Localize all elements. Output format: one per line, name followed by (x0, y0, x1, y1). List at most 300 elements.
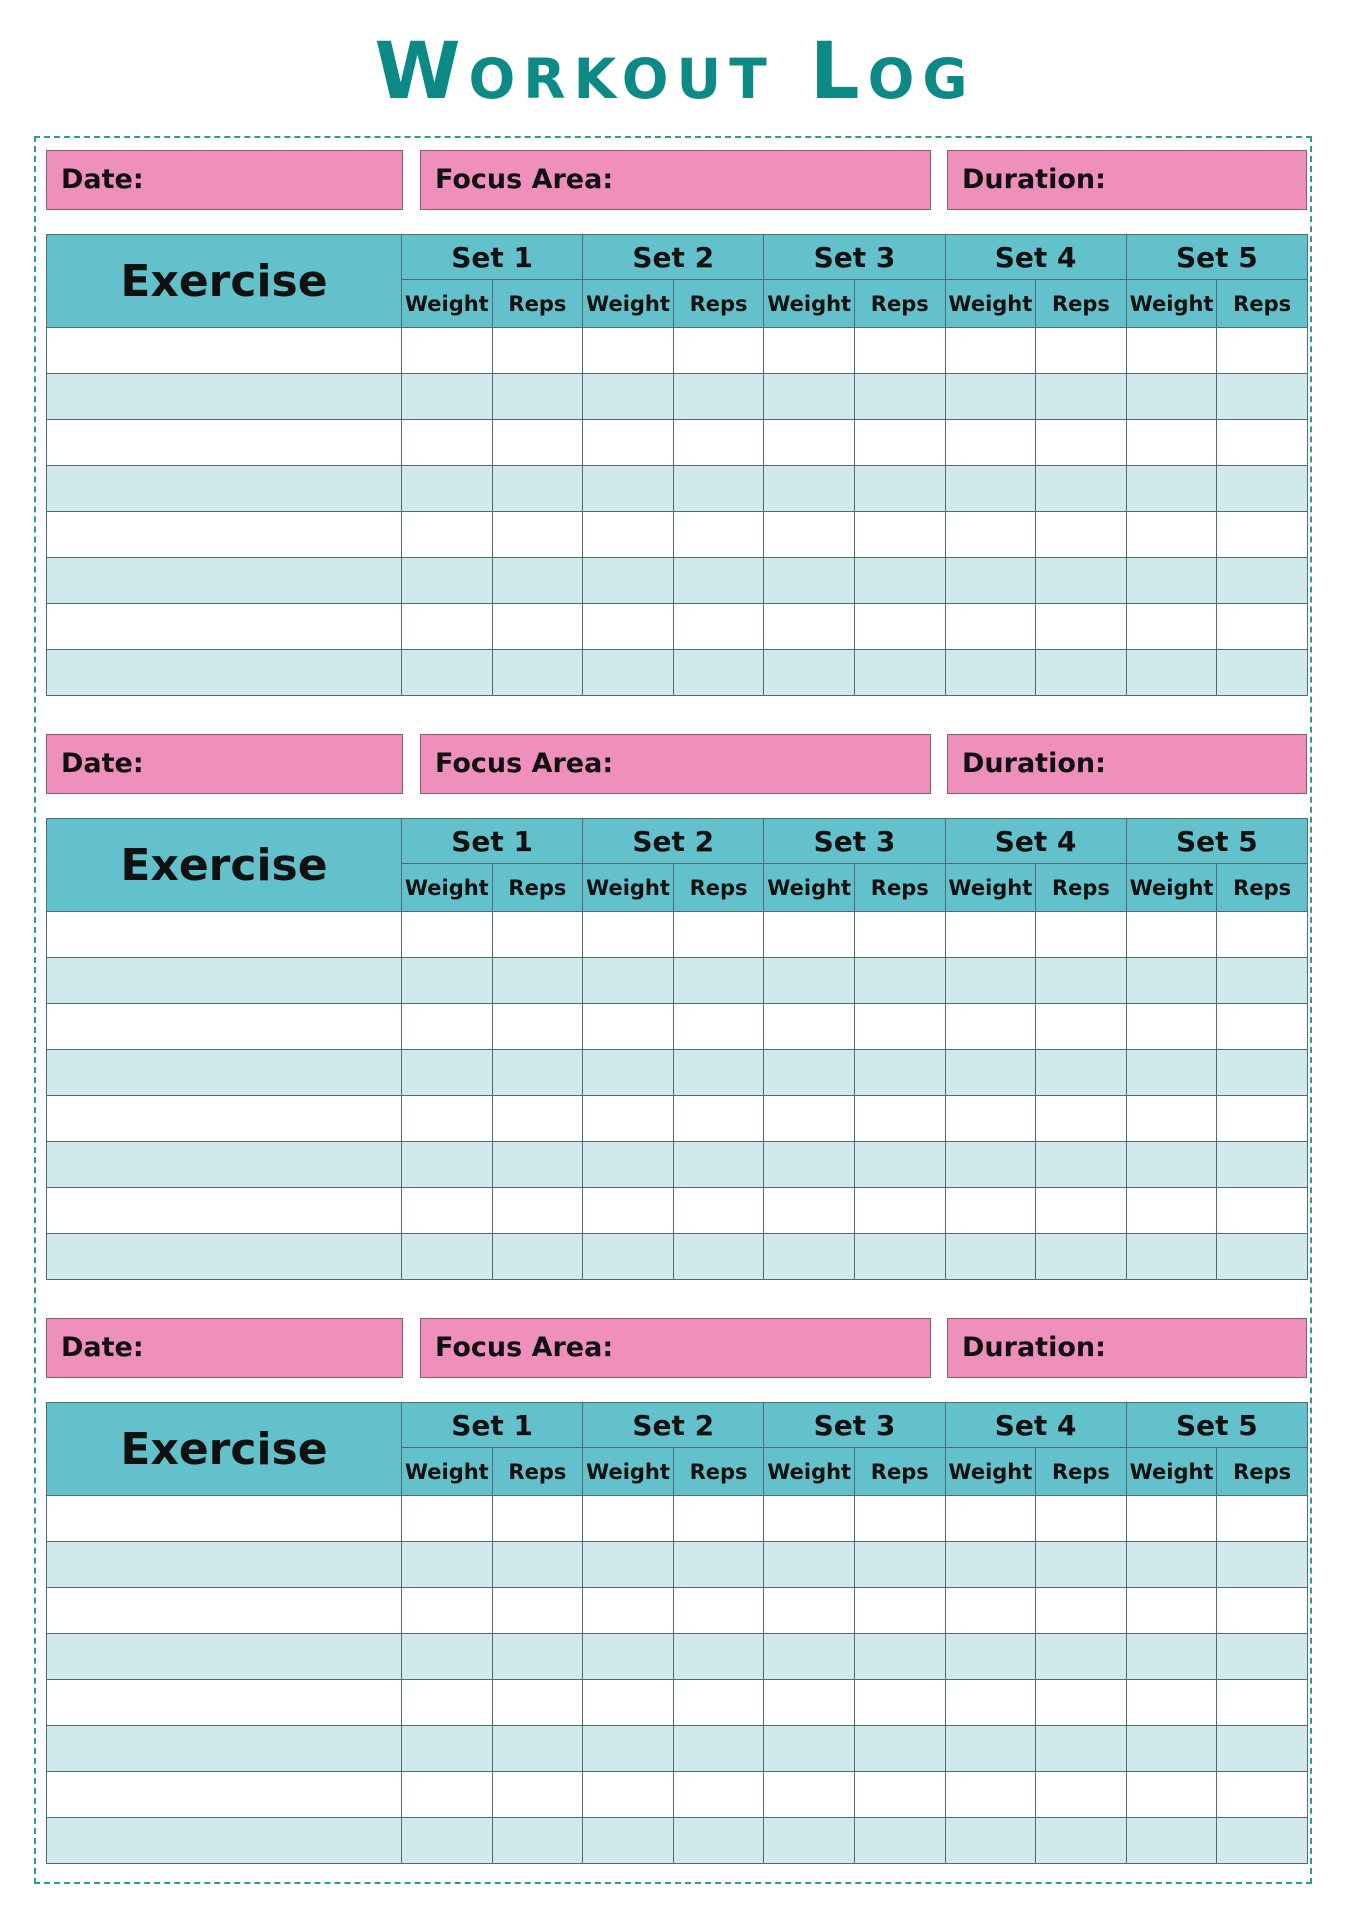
reps-cell[interactable] (854, 1680, 945, 1726)
date-field[interactable]: Date: (46, 1318, 403, 1378)
weight-cell[interactable] (402, 1188, 493, 1234)
weight-header: Weight (1126, 1448, 1217, 1496)
reps-cell[interactable] (1036, 466, 1127, 512)
weight-cell[interactable] (764, 512, 855, 558)
weight-cell[interactable] (583, 1496, 674, 1542)
weight-cell[interactable] (402, 1634, 493, 1680)
reps-cell[interactable] (1036, 1588, 1127, 1634)
reps-cell[interactable] (854, 1496, 945, 1542)
reps-cell[interactable] (1036, 1096, 1127, 1142)
focus-area-field[interactable]: Focus Area: (420, 734, 931, 794)
table-row (47, 1188, 1308, 1234)
reps-cell[interactable] (854, 1234, 945, 1280)
reps-cell[interactable] (1217, 1188, 1308, 1234)
weight-cell[interactable] (402, 1096, 493, 1142)
reps-cell[interactable] (673, 1188, 764, 1234)
reps-cell[interactable] (492, 374, 583, 420)
weight-cell[interactable] (764, 328, 855, 374)
reps-cell[interactable] (673, 958, 764, 1004)
weight-cell[interactable] (764, 1772, 855, 1818)
weight-cell[interactable] (402, 1496, 493, 1542)
reps-cell[interactable] (492, 1188, 583, 1234)
reps-cell[interactable] (1036, 1772, 1127, 1818)
weight-cell[interactable] (583, 1542, 674, 1588)
reps-cell[interactable] (1217, 1050, 1308, 1096)
table-row (47, 1726, 1308, 1772)
exercise-cell[interactable] (47, 1542, 402, 1588)
reps-cell[interactable] (854, 1726, 945, 1772)
set-header: Set 2 (583, 819, 764, 864)
reps-cell[interactable] (854, 958, 945, 1004)
weight-cell[interactable] (1126, 604, 1217, 650)
weight-cell[interactable] (764, 604, 855, 650)
reps-cell[interactable] (673, 374, 764, 420)
weight-cell[interactable] (1126, 1096, 1217, 1142)
weight-cell[interactable] (402, 1772, 493, 1818)
weight-cell[interactable] (402, 1542, 493, 1588)
weight-cell[interactable] (764, 1588, 855, 1634)
reps-cell[interactable] (673, 420, 764, 466)
reps-cell[interactable] (492, 1726, 583, 1772)
reps-cell[interactable] (1036, 912, 1127, 958)
table-row (47, 374, 1308, 420)
weight-cell[interactable] (764, 650, 855, 696)
reps-cell[interactable] (854, 1004, 945, 1050)
weight-cell[interactable] (945, 1634, 1036, 1680)
weight-cell[interactable] (1126, 1542, 1217, 1588)
reps-cell[interactable] (492, 1772, 583, 1818)
weight-cell[interactable] (945, 1188, 1036, 1234)
reps-cell[interactable] (1217, 1542, 1308, 1588)
reps-cell[interactable] (854, 1772, 945, 1818)
weight-cell[interactable] (945, 1680, 1036, 1726)
exercise-table (46, 818, 1308, 1280)
weight-cell[interactable] (583, 1004, 674, 1050)
reps-cell[interactable] (673, 604, 764, 650)
reps-cell[interactable] (492, 1142, 583, 1188)
table-row (47, 512, 1308, 558)
reps-cell[interactable] (1036, 420, 1127, 466)
reps-cell[interactable] (1036, 1496, 1127, 1542)
weight-cell[interactable] (945, 1142, 1036, 1188)
weight-cell[interactable] (1126, 1050, 1217, 1096)
reps-cell[interactable] (492, 1234, 583, 1280)
weight-cell[interactable] (764, 420, 855, 466)
reps-cell[interactable] (673, 1096, 764, 1142)
table-row (47, 1634, 1308, 1680)
weight-cell[interactable] (764, 1050, 855, 1096)
weight-cell[interactable] (583, 912, 674, 958)
reps-cell[interactable] (673, 466, 764, 512)
reps-cell[interactable] (673, 1772, 764, 1818)
reps-cell[interactable] (1217, 1096, 1308, 1142)
reps-cell[interactable] (1217, 1634, 1308, 1680)
date-field[interactable]: Date: (46, 150, 403, 210)
weight-cell[interactable] (764, 1680, 855, 1726)
reps-cell[interactable] (1036, 958, 1127, 1004)
weight-cell[interactable] (764, 1004, 855, 1050)
reps-cell[interactable] (1217, 466, 1308, 512)
weight-cell[interactable] (583, 1234, 674, 1280)
exercise-cell[interactable] (47, 374, 402, 420)
reps-cell[interactable] (1036, 1050, 1127, 1096)
weight-cell[interactable] (764, 558, 855, 604)
exercise-cell[interactable] (47, 1234, 402, 1280)
weight-cell[interactable] (764, 1542, 855, 1588)
weight-cell[interactable] (945, 650, 1036, 696)
set-header: Set 2 (583, 1403, 764, 1448)
weight-cell[interactable] (945, 912, 1036, 958)
reps-cell[interactable] (854, 374, 945, 420)
reps-cell[interactable] (854, 1188, 945, 1234)
reps-cell[interactable] (1217, 1004, 1308, 1050)
reps-cell[interactable] (1036, 1004, 1127, 1050)
weight-cell[interactable] (945, 1234, 1036, 1280)
exercise-cell[interactable] (47, 466, 402, 512)
reps-cell[interactable] (1036, 1234, 1127, 1280)
weight-cell[interactable] (583, 604, 674, 650)
set-header: Set 4 (945, 235, 1126, 280)
weight-cell[interactable] (945, 374, 1036, 420)
weight-cell[interactable] (764, 958, 855, 1004)
weight-cell[interactable] (945, 1772, 1036, 1818)
table-row (47, 1234, 1308, 1280)
reps-cell[interactable] (492, 328, 583, 374)
weight-cell[interactable] (945, 466, 1036, 512)
weight-cell[interactable] (764, 1634, 855, 1680)
weight-cell[interactable] (764, 1234, 855, 1280)
table-row (47, 1050, 1308, 1096)
reps-cell[interactable] (673, 558, 764, 604)
weight-cell[interactable] (945, 1588, 1036, 1634)
exercise-cell[interactable] (47, 328, 402, 374)
reps-cell[interactable] (1217, 1726, 1308, 1772)
weight-cell[interactable] (1126, 958, 1217, 1004)
reps-cell[interactable] (854, 1818, 945, 1864)
weight-cell[interactable] (945, 1004, 1036, 1050)
reps-cell[interactable] (1036, 1188, 1127, 1234)
reps-cell[interactable] (854, 1096, 945, 1142)
weight-cell[interactable] (945, 1096, 1036, 1142)
focus-area-field[interactable]: Focus Area: (420, 1318, 931, 1378)
reps-cell[interactable] (492, 512, 583, 558)
reps-cell[interactable] (673, 1726, 764, 1772)
weight-cell[interactable] (1126, 1726, 1217, 1772)
exercise-cell[interactable] (47, 1772, 402, 1818)
reps-cell[interactable] (854, 1142, 945, 1188)
reps-cell[interactable] (492, 912, 583, 958)
weight-cell[interactable] (402, 1234, 493, 1280)
weight-header: Weight (945, 280, 1036, 328)
weight-cell[interactable] (1126, 912, 1217, 958)
weight-cell[interactable] (1126, 1234, 1217, 1280)
reps-cell[interactable] (1217, 912, 1308, 958)
weight-cell[interactable] (402, 1726, 493, 1772)
exercise-cell[interactable] (47, 1050, 402, 1096)
reps-cell[interactable] (492, 1818, 583, 1864)
exercise-cell[interactable] (47, 1004, 402, 1050)
weight-cell[interactable] (583, 558, 674, 604)
reps-cell[interactable] (492, 650, 583, 696)
focus-area-field[interactable]: Focus Area: (420, 150, 931, 210)
reps-cell[interactable] (854, 604, 945, 650)
weight-cell[interactable] (764, 1818, 855, 1864)
reps-header: Reps (492, 864, 583, 912)
exercise-cell[interactable] (47, 558, 402, 604)
reps-cell[interactable] (492, 1004, 583, 1050)
exercise-cell[interactable] (47, 604, 402, 650)
weight-cell[interactable] (583, 328, 674, 374)
reps-cell[interactable] (492, 1634, 583, 1680)
reps-cell[interactable] (673, 1234, 764, 1280)
weight-cell[interactable] (945, 328, 1036, 374)
weight-cell[interactable] (945, 958, 1036, 1004)
reps-cell[interactable] (492, 1496, 583, 1542)
set-header: Set 4 (945, 1403, 1126, 1448)
reps-cell[interactable] (1217, 558, 1308, 604)
reps-cell[interactable] (1217, 328, 1308, 374)
exercise-cell[interactable] (47, 1142, 402, 1188)
reps-cell[interactable] (492, 1050, 583, 1096)
exercise-cell[interactable] (47, 1726, 402, 1772)
reps-cell[interactable] (1036, 1142, 1127, 1188)
reps-header: Reps (1217, 280, 1308, 328)
reps-cell[interactable] (1036, 1542, 1127, 1588)
weight-cell[interactable] (402, 1588, 493, 1634)
duration-field[interactable]: Duration: (947, 150, 1307, 210)
weight-cell[interactable] (1126, 1634, 1217, 1680)
reps-cell[interactable] (1217, 958, 1308, 1004)
weight-cell[interactable] (583, 1726, 674, 1772)
reps-cell[interactable] (492, 1588, 583, 1634)
reps-cell[interactable] (1036, 512, 1127, 558)
weight-cell[interactable] (402, 328, 493, 374)
weight-cell[interactable] (583, 512, 674, 558)
reps-cell[interactable] (492, 420, 583, 466)
weight-cell[interactable] (1126, 1004, 1217, 1050)
exercise-cell[interactable] (47, 1096, 402, 1142)
reps-cell[interactable] (673, 328, 764, 374)
weight-cell[interactable] (402, 1680, 493, 1726)
reps-cell[interactable] (1217, 512, 1308, 558)
reps-cell[interactable] (854, 650, 945, 696)
weight-cell[interactable] (1126, 558, 1217, 604)
reps-cell[interactable] (1036, 604, 1127, 650)
weight-cell[interactable] (583, 420, 674, 466)
reps-cell[interactable] (1217, 1818, 1308, 1864)
reps-cell[interactable] (673, 1818, 764, 1864)
reps-cell[interactable] (492, 558, 583, 604)
exercise-cell[interactable] (47, 1634, 402, 1680)
duration-field[interactable]: Duration: (947, 734, 1307, 794)
reps-cell[interactable] (673, 650, 764, 696)
set-header: Set 5 (1126, 1403, 1307, 1448)
weight-cell[interactable] (583, 466, 674, 512)
exercise-cell[interactable] (47, 1496, 402, 1542)
reps-cell[interactable] (492, 1096, 583, 1142)
weight-header: Weight (945, 864, 1036, 912)
weight-cell[interactable] (402, 912, 493, 958)
reps-cell[interactable] (673, 912, 764, 958)
exercise-cell[interactable] (47, 420, 402, 466)
reps-cell[interactable] (854, 1588, 945, 1634)
weight-cell[interactable] (583, 1588, 674, 1634)
reps-cell[interactable] (1036, 1680, 1127, 1726)
reps-cell[interactable] (1217, 1680, 1308, 1726)
weight-cell[interactable] (764, 1726, 855, 1772)
weight-cell[interactable] (402, 1004, 493, 1050)
weight-cell[interactable] (1126, 420, 1217, 466)
reps-cell[interactable] (1217, 374, 1308, 420)
weight-cell[interactable] (1126, 1588, 1217, 1634)
table-row (47, 328, 1308, 374)
table-row (47, 466, 1308, 512)
set-header: Set 1 (402, 1403, 583, 1448)
reps-cell[interactable] (1217, 604, 1308, 650)
weight-cell[interactable] (1126, 1496, 1217, 1542)
reps-cell[interactable] (854, 558, 945, 604)
reps-cell[interactable] (673, 1680, 764, 1726)
reps-cell[interactable] (1036, 328, 1127, 374)
exercise-cell[interactable] (47, 1588, 402, 1634)
reps-cell[interactable] (1036, 374, 1127, 420)
weight-cell[interactable] (764, 1096, 855, 1142)
date-field[interactable]: Date: (46, 734, 403, 794)
weight-cell[interactable] (1126, 466, 1217, 512)
weight-cell[interactable] (1126, 512, 1217, 558)
weight-cell[interactable] (1126, 650, 1217, 696)
weight-cell[interactable] (583, 650, 674, 696)
weight-cell[interactable] (764, 1188, 855, 1234)
table-row (47, 1496, 1308, 1542)
reps-cell[interactable] (492, 1680, 583, 1726)
reps-cell[interactable] (854, 512, 945, 558)
weight-cell[interactable] (945, 1726, 1036, 1772)
exercise-cell[interactable] (47, 650, 402, 696)
duration-field[interactable]: Duration: (947, 1318, 1307, 1378)
weight-cell[interactable] (1126, 1188, 1217, 1234)
weight-cell[interactable] (945, 558, 1036, 604)
reps-cell[interactable] (1217, 1234, 1308, 1280)
weight-cell[interactable] (402, 650, 493, 696)
exercise-cell[interactable] (47, 512, 402, 558)
exercise-cell[interactable] (47, 958, 402, 1004)
weight-cell[interactable] (402, 958, 493, 1004)
weight-cell[interactable] (402, 1818, 493, 1864)
reps-cell[interactable] (673, 1142, 764, 1188)
weight-cell[interactable] (945, 604, 1036, 650)
reps-cell[interactable] (854, 1050, 945, 1096)
reps-cell[interactable] (1217, 1142, 1308, 1188)
weight-cell[interactable] (402, 1142, 493, 1188)
exercise-cell[interactable] (47, 1680, 402, 1726)
weight-cell[interactable] (583, 958, 674, 1004)
weight-cell[interactable] (764, 1142, 855, 1188)
reps-cell[interactable] (673, 1496, 764, 1542)
reps-cell[interactable] (673, 1004, 764, 1050)
reps-cell[interactable] (1036, 1726, 1127, 1772)
reps-header: Reps (673, 280, 764, 328)
reps-cell[interactable] (854, 1634, 945, 1680)
reps-cell[interactable] (854, 466, 945, 512)
reps-cell[interactable] (1217, 420, 1308, 466)
exercise-cell[interactable] (47, 1818, 402, 1864)
weight-cell[interactable] (764, 912, 855, 958)
reps-cell[interactable] (1217, 1496, 1308, 1542)
reps-cell[interactable] (854, 1542, 945, 1588)
reps-cell[interactable] (1036, 650, 1127, 696)
weight-cell[interactable] (583, 1096, 674, 1142)
reps-cell[interactable] (673, 1588, 764, 1634)
reps-cell[interactable] (492, 1542, 583, 1588)
reps-cell[interactable] (492, 604, 583, 650)
weight-cell[interactable] (583, 1142, 674, 1188)
reps-cell[interactable] (673, 1050, 764, 1096)
reps-cell[interactable] (1217, 1772, 1308, 1818)
exercise-cell[interactable] (47, 912, 402, 958)
reps-cell[interactable] (492, 466, 583, 512)
reps-cell[interactable] (673, 512, 764, 558)
weight-cell[interactable] (1126, 1818, 1217, 1864)
reps-cell[interactable] (492, 958, 583, 1004)
weight-cell[interactable] (583, 1818, 674, 1864)
weight-cell[interactable] (583, 374, 674, 420)
weight-cell[interactable] (583, 1772, 674, 1818)
weight-cell[interactable] (402, 420, 493, 466)
weight-cell[interactable] (764, 1496, 855, 1542)
weight-cell[interactable] (945, 420, 1036, 466)
weight-cell[interactable] (1126, 328, 1217, 374)
weight-cell[interactable] (402, 512, 493, 558)
weight-header: Weight (402, 864, 493, 912)
weight-cell[interactable] (764, 466, 855, 512)
weight-cell[interactable] (945, 1542, 1036, 1588)
weight-cell[interactable] (1126, 1142, 1217, 1188)
weight-cell[interactable] (583, 1680, 674, 1726)
weight-cell[interactable] (402, 558, 493, 604)
weight-cell[interactable] (945, 1496, 1036, 1542)
reps-cell[interactable] (854, 912, 945, 958)
weight-cell[interactable] (402, 1050, 493, 1096)
weight-cell[interactable] (1126, 1680, 1217, 1726)
reps-cell[interactable] (854, 420, 945, 466)
weight-header: Weight (764, 864, 855, 912)
reps-cell[interactable] (673, 1542, 764, 1588)
reps-cell[interactable] (1217, 1588, 1308, 1634)
weight-cell[interactable] (402, 466, 493, 512)
weight-cell[interactable] (1126, 374, 1217, 420)
weight-cell[interactable] (402, 374, 493, 420)
reps-cell[interactable] (1036, 1818, 1127, 1864)
weight-cell[interactable] (945, 1818, 1036, 1864)
reps-cell[interactable] (1036, 1634, 1127, 1680)
exercise-cell[interactable] (47, 1188, 402, 1234)
weight-cell[interactable] (583, 1188, 674, 1234)
reps-cell[interactable] (673, 1634, 764, 1680)
reps-cell[interactable] (854, 328, 945, 374)
weight-cell[interactable] (945, 1050, 1036, 1096)
weight-cell[interactable] (945, 512, 1036, 558)
weight-cell[interactable] (402, 604, 493, 650)
weight-header: Weight (402, 280, 493, 328)
reps-cell[interactable] (1036, 558, 1127, 604)
weight-cell[interactable] (583, 1050, 674, 1096)
weight-cell[interactable] (1126, 1772, 1217, 1818)
weight-cell[interactable] (583, 1634, 674, 1680)
weight-cell[interactable] (764, 374, 855, 420)
reps-cell[interactable] (1217, 650, 1308, 696)
table-row (47, 1680, 1308, 1726)
